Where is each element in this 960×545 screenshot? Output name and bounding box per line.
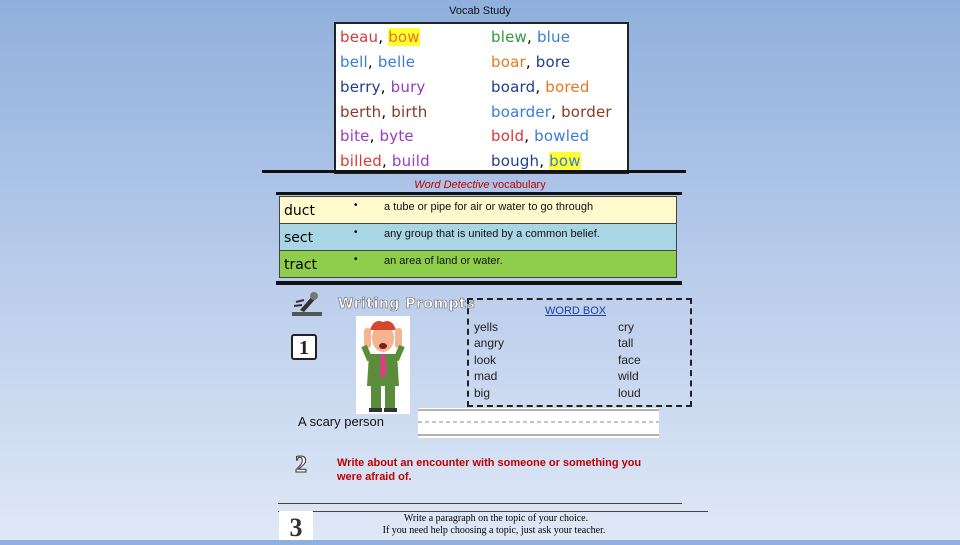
vocab-definition: an area of land or water. <box>384 255 503 267</box>
homophone-pair: boarder, border <box>491 103 612 121</box>
vocab-definition: a tube or pipe for air or water to go through <box>384 201 594 213</box>
scared-person-illustration <box>356 316 410 419</box>
divider <box>262 170 686 173</box>
vocab-row-duct <box>279 196 677 224</box>
vocab-definition: any group that is united by a common belief. <box>384 228 600 240</box>
homophone-pair: bold, bowled <box>491 127 590 145</box>
number-one-badge <box>291 334 317 365</box>
writing-prompts-title: Writing Prompts <box>338 296 476 312</box>
bullet: • <box>354 200 358 211</box>
word-box-word: tall <box>618 336 634 351</box>
word-box-word: big <box>474 385 491 400</box>
word-box-word: loud <box>618 385 641 400</box>
homophone-pair: berry, bury <box>340 78 426 96</box>
word-box-column-1 <box>474 319 504 401</box>
page-title: Vocab Study <box>449 5 511 17</box>
word-box-title: WORD BOX <box>545 305 607 317</box>
divider <box>276 281 682 285</box>
word-box-word: look <box>474 352 497 367</box>
divider <box>278 503 682 504</box>
word-box-word: wild <box>618 369 639 384</box>
bullet: • <box>354 254 358 265</box>
vocab-word: tract <box>284 257 318 273</box>
word-box-word: cry <box>618 320 634 334</box>
word-box-column-2 <box>618 319 641 401</box>
word-box-word: face <box>618 352 641 367</box>
vocab-word: sect <box>284 230 314 246</box>
svg-text:1: 1 <box>299 337 309 359</box>
divider <box>278 511 708 512</box>
number-two-badge <box>290 452 312 481</box>
homophone-pair: board, bored <box>491 78 590 96</box>
homophone-pair: bell, belle <box>340 53 416 71</box>
vocab-row-tract <box>279 250 677 278</box>
word-box-word: mad <box>474 369 498 384</box>
homophone-pair: beau, bow <box>340 28 420 46</box>
svg-text:2: 2 <box>295 452 307 476</box>
prompt-three-line2: If you need help choosing a topic, just ask your teacher. <box>382 525 606 536</box>
homophone-pair: bite, byte <box>340 127 414 145</box>
word-box-word: yells <box>474 320 499 334</box>
homophone-pair: billed, build <box>340 152 430 170</box>
divider <box>276 192 682 195</box>
vocab-word: duct <box>284 203 315 219</box>
writing-hand-icon <box>290 290 326 325</box>
vocab-row-sect <box>279 223 677 251</box>
prompt-two-text: Write about an encounter with someone or something you were afraid of. <box>337 457 642 483</box>
homophone-pair: boar, bore <box>491 53 571 71</box>
prompt-one-text: A scary person <box>298 414 384 429</box>
prompt-three-line1: Write a paragraph on the topic of your choice. <box>403 513 589 524</box>
homophone-pair: berth, birth <box>340 103 428 121</box>
writing-lines[interactable] <box>418 408 659 438</box>
word-box-word: angry <box>474 336 505 351</box>
homophone-pair: bough, bow <box>491 152 581 170</box>
word-detective-caption: Word Detective vocabulary <box>414 179 546 191</box>
homophones-panel <box>334 22 629 174</box>
svg-text:3: 3 <box>289 513 303 540</box>
homophone-pair: blew, blue <box>491 28 571 46</box>
bullet: • <box>354 227 358 238</box>
